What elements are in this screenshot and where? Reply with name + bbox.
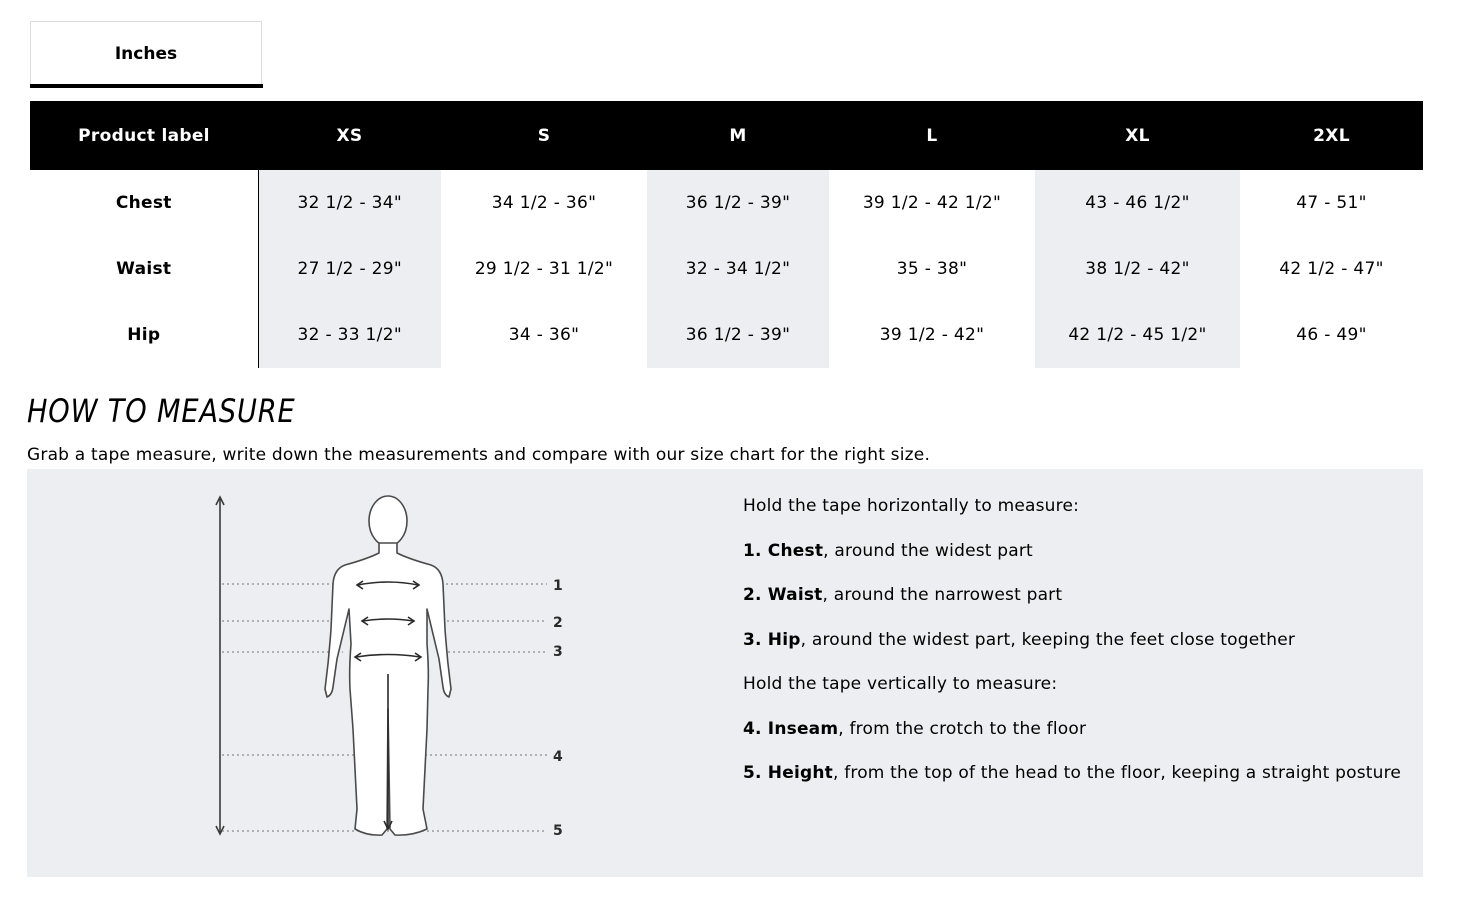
row-label: Chest xyxy=(30,170,258,236)
row-label: Waist xyxy=(30,236,258,302)
step-label: 3. Hip xyxy=(743,629,801,650)
table-row-hip xyxy=(30,302,1423,368)
table-cell: 32 - 33 1/2" xyxy=(258,302,441,368)
horizontal-heading: Hold the tape horizontally to measure: xyxy=(743,496,1080,516)
table-row-chest xyxy=(30,170,1423,236)
row-label: Hip xyxy=(30,302,258,368)
body-measurement-figure xyxy=(27,469,727,877)
table-cell: 43 - 46 1/2" xyxy=(1035,170,1240,236)
table-cell: 39 1/2 - 42" xyxy=(879,325,985,345)
step-description: , around the narrowest part xyxy=(822,585,1063,605)
table-cell: 36 1/2 - 39" xyxy=(647,170,829,236)
measurement-instructions xyxy=(743,494,1403,806)
step-label: 2. Waist xyxy=(743,585,823,605)
table-row-waist xyxy=(30,236,1423,302)
tab-inches-label: Inches xyxy=(114,43,178,64)
table-cell: 32 1/2 - 34" xyxy=(258,170,441,236)
header-size: L xyxy=(829,101,1035,170)
marker-number: 4 xyxy=(553,749,563,765)
table-cell: 34 1/2 - 36" xyxy=(491,193,597,213)
table-cell: 39 1/2 - 42 1/2" xyxy=(862,193,1002,213)
step-chest xyxy=(743,539,1403,584)
how-to-measure-title: HOW TO MEASURE xyxy=(27,392,296,430)
header-size: XS xyxy=(258,101,441,170)
height-arrow xyxy=(216,497,224,834)
step-waist xyxy=(743,583,1403,628)
step-height xyxy=(743,761,1403,806)
marker-numbers xyxy=(553,578,563,839)
vertical-heading: Hold the tape vertically to measure: xyxy=(743,674,1058,694)
how-to-measure-intro: Grab a tape measure, write down the measurements and compare with our size chart for the right size. xyxy=(27,445,931,465)
header-size: S xyxy=(441,101,647,170)
table-cell: 36 1/2 - 39" xyxy=(647,302,829,368)
step-description: , from the crotch to the floor xyxy=(838,718,1087,739)
header-size: XL xyxy=(1035,101,1240,170)
table-cell: 42 1/2 - 47" xyxy=(1279,259,1384,279)
table-cell: 29 1/2 - 31 1/2" xyxy=(474,259,614,279)
step-description: , around the widest part, keeping the feet close together xyxy=(800,629,1296,650)
table-cell: 42 1/2 - 45 1/2" xyxy=(1035,302,1240,368)
size-chart-table xyxy=(30,101,1424,368)
table-cell: 34 - 36" xyxy=(508,325,580,345)
header-product-label: Product label xyxy=(30,101,258,170)
step-description: , around the widest part xyxy=(823,540,1033,561)
measurement-guide xyxy=(27,469,1423,877)
active-tab-indicator xyxy=(30,84,263,88)
step-description: , from the top of the head to the floor, keeping a straight posture xyxy=(833,763,1402,783)
table-cell: 46 - 49" xyxy=(1296,325,1367,345)
table-cell: 47 - 51" xyxy=(1296,193,1367,213)
tab-inches[interactable] xyxy=(30,21,262,85)
step-label: 1. Chest xyxy=(743,540,824,561)
step-label: 4. Inseam xyxy=(743,718,839,739)
table-cell: 27 1/2 - 29" xyxy=(258,236,441,302)
step-label: 5. Height xyxy=(743,763,833,783)
marker-number: 1 xyxy=(553,578,563,594)
marker-number: 5 xyxy=(553,823,563,839)
header-size: 2XL xyxy=(1240,101,1423,170)
header-size: M xyxy=(647,101,829,170)
table-cell: 35 - 38" xyxy=(896,259,968,279)
table-header-row xyxy=(30,101,1423,170)
step-inseam xyxy=(743,717,1403,762)
table-cell: 38 1/2 - 42" xyxy=(1035,236,1240,302)
marker-number: 2 xyxy=(553,615,563,631)
table-cell: 32 - 34 1/2" xyxy=(647,236,829,302)
step-hip xyxy=(743,628,1403,673)
marker-number: 3 xyxy=(553,644,563,660)
